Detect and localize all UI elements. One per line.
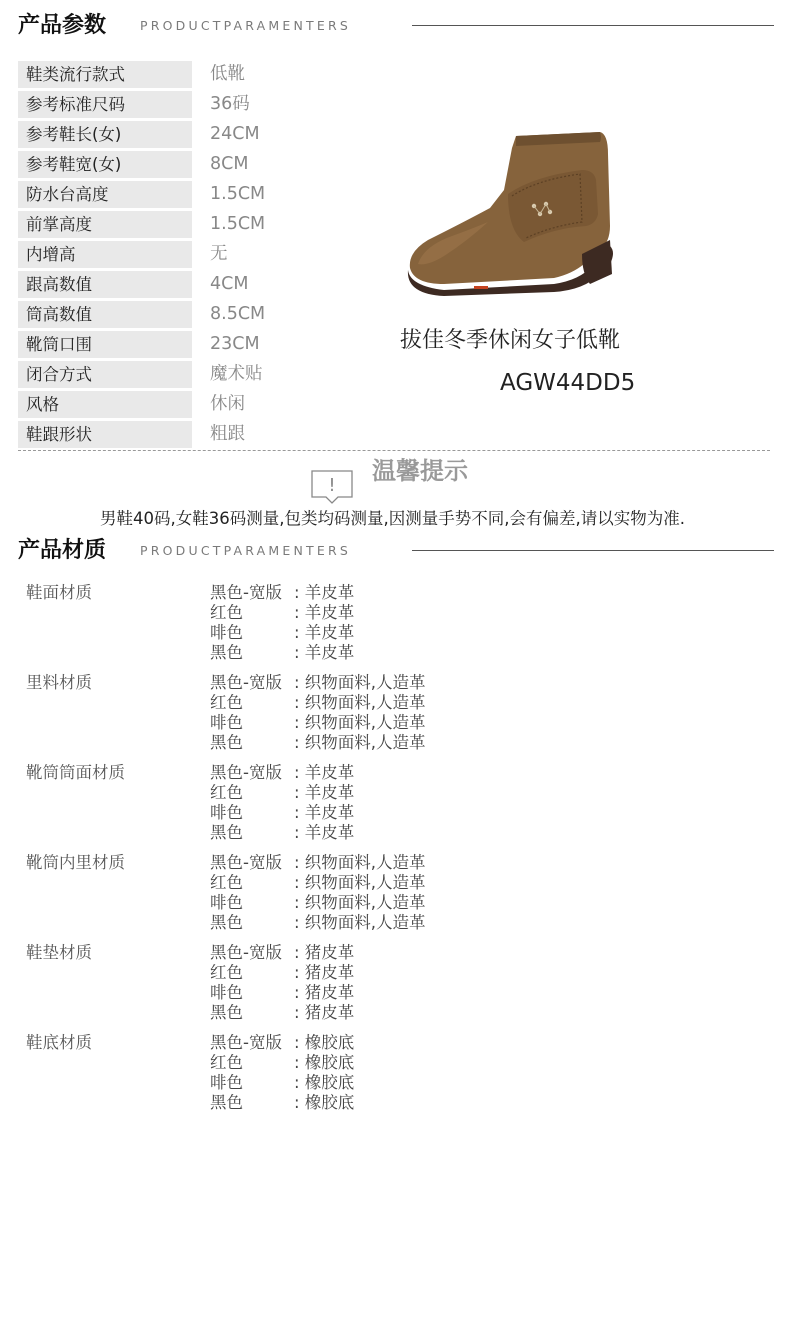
material-value: : 织物面料,人造革 [294,873,426,892]
section-divider [412,550,774,551]
materials-list [0,583,790,1123]
param-row [18,120,358,150]
param-row [18,150,358,180]
material-color: 啡色 [210,713,243,732]
material-color: 黑色-宽版 [210,583,282,602]
param-row [18,180,358,210]
params-table [18,60,358,450]
tip-text: 男鞋40码,女鞋36码测量,包类均码测量,因测量手势不同,会有偏差,请以实物为准. [100,509,685,528]
exclamation-glyph: ! [328,475,336,496]
material-color: 啡色 [210,1073,243,1092]
param-value: 无 [210,244,228,264]
speech-bubble-exclamation-icon [310,469,354,505]
param-label: 鞋跟形状 [18,421,192,448]
material-value: : 橡胶底 [294,1073,355,1092]
material-value: : 猪皮革 [294,1003,355,1022]
material-group [0,1033,790,1123]
param-value: 休闲 [210,394,245,414]
param-label: 风格 [18,391,192,418]
section-divider [412,25,774,26]
material-value: : 羊皮革 [294,603,355,622]
param-label: 跟高数值 [18,271,192,298]
param-label: 前掌高度 [18,211,192,238]
section-header-materials [18,536,774,566]
material-value: : 羊皮革 [294,763,355,782]
material-color: 黑色-宽版 [210,763,282,782]
material-color: 红色 [210,603,243,622]
material-value: : 织物面料,人造革 [294,713,426,732]
material-color: 啡色 [210,893,243,912]
param-value: 36码 [210,94,250,114]
dashed-divider [18,450,770,451]
param-label: 参考鞋长(女) [18,121,192,148]
param-value: 4CM [210,274,249,294]
material-value: : 橡胶底 [294,1053,355,1072]
param-value: 1.5CM [210,184,266,204]
param-label: 参考鞋宽(女) [18,151,192,178]
param-row [18,270,358,300]
material-value: : 羊皮革 [294,803,355,822]
param-row [18,420,358,450]
material-label: 靴筒筒面材质 [26,763,125,782]
material-color: 黑色-宽版 [210,853,282,872]
material-color: 红色 [210,963,243,982]
material-color: 黑色-宽版 [210,1033,282,1052]
param-row [18,330,358,360]
material-value: : 织物面料,人造革 [294,893,426,912]
param-value: 1.5CM [210,214,266,234]
material-value: : 织物面料,人造革 [294,913,426,932]
param-row [18,210,358,240]
param-row [18,90,358,120]
section-subtitle: PRODUCTPARAMENTERS [140,18,352,33]
param-row [18,300,358,330]
material-value: : 羊皮革 [294,823,355,842]
material-label: 鞋面材质 [26,583,92,602]
param-label: 参考标准尺码 [18,91,192,118]
product-code: AGW44DD5 [500,370,636,396]
material-value: : 羊皮革 [294,643,355,662]
material-color: 黑色 [210,823,243,842]
material-color: 黑色 [210,643,243,662]
material-value: : 织物面料,人造革 [294,693,426,712]
material-color: 红色 [210,1053,243,1072]
material-group [0,943,790,1033]
param-row [18,390,358,420]
material-label: 鞋底材质 [26,1033,92,1052]
material-value: : 织物面料,人造革 [294,853,426,872]
material-label: 里料材质 [26,673,92,692]
material-value: : 猪皮革 [294,943,355,962]
material-color: 啡色 [210,803,243,822]
param-label: 靴筒口围 [18,331,192,358]
param-value: 8.5CM [210,304,266,324]
section-title: 产品材质 [18,538,107,563]
tip-title: 温馨提示 [372,457,468,485]
section-header-params [18,11,774,41]
param-value: 低靴 [210,64,245,84]
material-value: : 橡胶底 [294,1093,355,1112]
product-name: 拔佳冬季休闲女子低靴 [400,328,621,353]
material-value: : 猪皮革 [294,983,355,1002]
param-label: 鞋类流行款式 [18,61,192,88]
param-value: 粗跟 [210,424,245,444]
param-label: 闭合方式 [18,361,192,388]
material-color: 黑色 [210,1003,243,1022]
material-color: 红色 [210,873,243,892]
material-value: : 橡胶底 [294,1033,355,1052]
section-subtitle: PRODUCTPARAMENTERS [140,543,352,558]
material-group [0,673,790,763]
material-color: 黑色-宽版 [210,673,282,692]
param-row [18,240,358,270]
material-value: : 织物面料,人造革 [294,673,426,692]
material-group [0,853,790,943]
param-value: 魔术贴 [210,364,263,384]
material-value: : 羊皮革 [294,583,355,602]
param-row [18,60,358,90]
material-group [0,583,790,673]
product-boot-image [404,124,618,296]
material-color: 黑色 [210,1093,243,1112]
material-color: 黑色-宽版 [210,943,282,962]
param-label: 防水台高度 [18,181,192,208]
param-label: 内增高 [18,241,192,268]
material-color: 啡色 [210,983,243,1002]
section-title: 产品参数 [18,13,107,38]
material-value: : 羊皮革 [294,783,355,802]
material-label: 鞋垫材质 [26,943,92,962]
param-value: 23CM [210,334,260,354]
material-color: 黑色 [210,733,243,752]
material-color: 红色 [210,693,243,712]
param-label: 筒高数值 [18,301,192,328]
param-row [18,360,358,390]
material-value: : 猪皮革 [294,963,355,982]
material-color: 黑色 [210,913,243,932]
material-color: 红色 [210,783,243,802]
material-color: 啡色 [210,623,243,642]
material-label: 靴筒内里材质 [26,853,125,872]
material-value: : 织物面料,人造革 [294,733,426,752]
material-group [0,763,790,853]
material-value: : 羊皮革 [294,623,355,642]
param-value: 24CM [210,124,260,144]
param-value: 8CM [210,154,249,174]
